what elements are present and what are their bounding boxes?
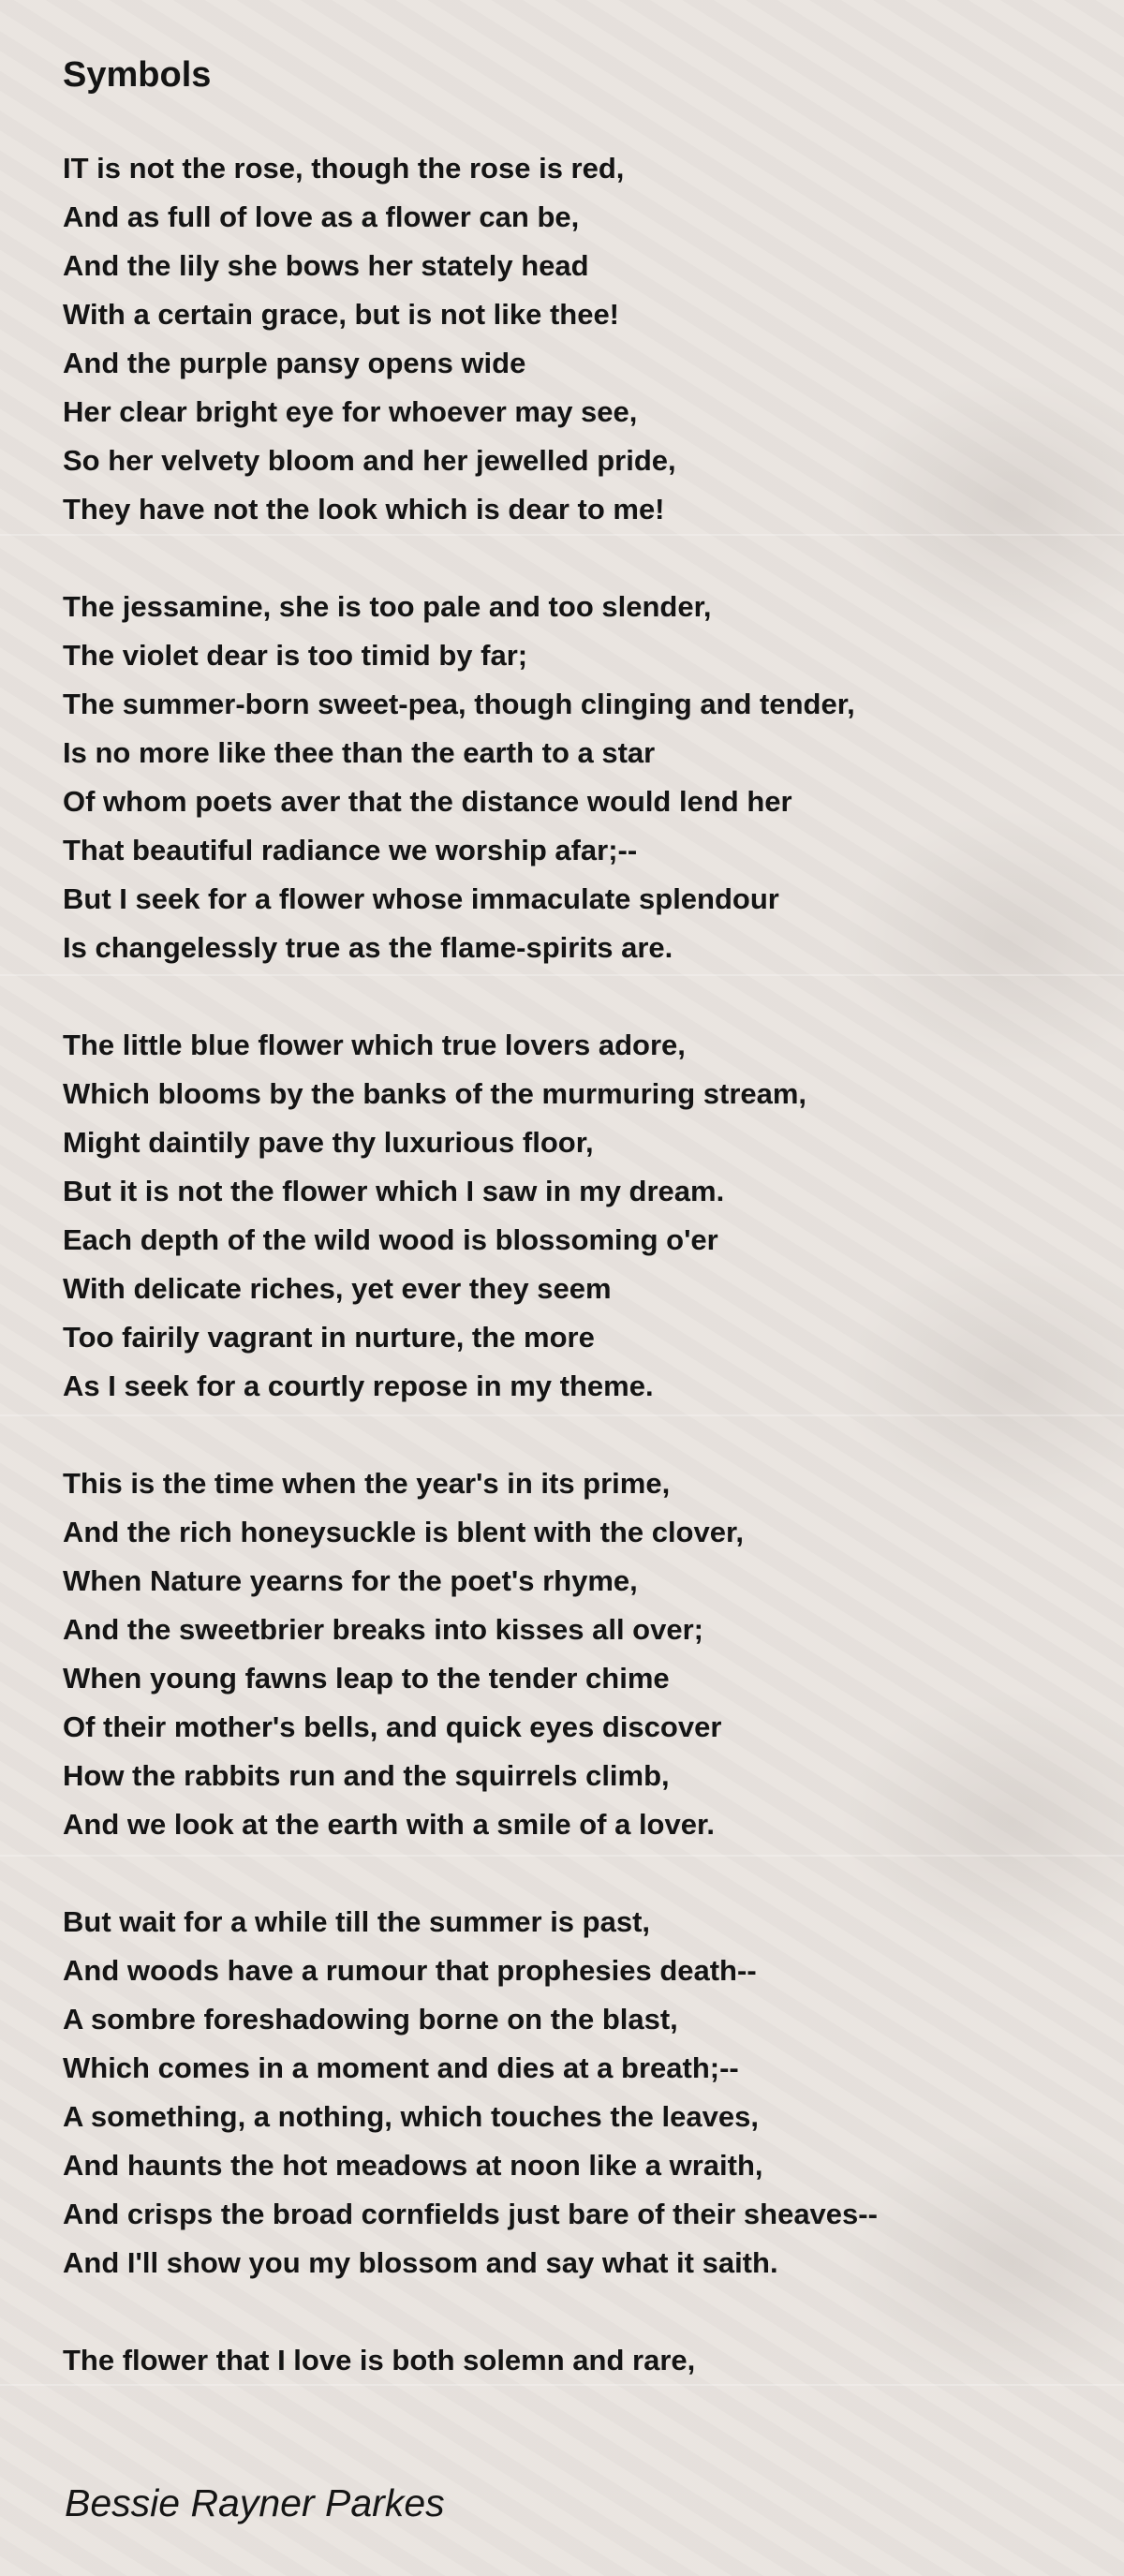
poem-line: And the sweetbrier breaks into kisses all over; (63, 1613, 703, 1646)
poem-line: Might daintily pave thy luxurious floor, (63, 1126, 594, 1159)
poem-line: The summer-born sweet-pea, though clinging and tender, (63, 688, 855, 720)
poem-line: Each depth of the wild wood is blossoming o'er (63, 1223, 718, 1256)
poem-line: That beautiful radiance we worship afar;-- (63, 834, 638, 866)
poem-line: And woods have a rumour that prophesies death-- (63, 1954, 757, 1987)
poem-line: Which comes in a moment and dies at a breath;-- (63, 2051, 739, 2084)
poem-line: With a certain grace, but is not like thee! (63, 298, 620, 331)
poem-line: But it is not the flower which I saw in my dream. (63, 1175, 725, 1207)
poem-line: They have not the look which is dear to me! (63, 493, 665, 526)
poem-line: And the rich honeysuckle is blent with the clover, (63, 1516, 744, 1548)
poem-line: And the purple pansy opens wide (63, 347, 526, 379)
poem-line: And haunts the hot meadows at noon like a wraith, (63, 2149, 763, 2182)
poem-line: A something, a nothing, which touches the leaves, (63, 2100, 759, 2133)
poem-line: Her clear bright eye for whoever may see, (63, 395, 638, 428)
poem-line: But I seek for a flower whose immaculate splendour (63, 882, 779, 915)
poem-stanza (63, 583, 1074, 972)
poem-title: Symbols (63, 55, 212, 95)
poem-line: So her velvety bloom and her jewelled pride, (63, 444, 676, 477)
poem-line: IT is not the rose, though the rose is red, (63, 152, 625, 185)
poem-stanza (63, 1021, 1074, 1411)
poem-line: As I seek for a courtly repose in my theme. (63, 1369, 654, 1402)
poem-stanza (63, 2336, 1074, 2385)
poem-line: The flower that I love is both solemn and rare, (63, 2344, 696, 2376)
poem-line: Is no more like thee than the earth to a star (63, 736, 656, 769)
poem-line: When young fawns leap to the tender chime (63, 1662, 670, 1695)
poem-line: How the rabbits run and the squirrels climb, (63, 1759, 670, 1792)
poem-line: And I'll show you my blossom and say what it saith. (63, 2246, 778, 2279)
poem-stanza (63, 144, 1074, 534)
poem-author: Bessie Rayner Parkes (65, 2481, 445, 2524)
poem-line: And as full of love as a flower can be, (63, 200, 580, 233)
poem-line: A sombre foreshadowing borne on the blast, (63, 2003, 678, 2036)
poem-line: Is changelessly true as the flame-spirits are. (63, 931, 673, 964)
poem-line: Too fairily vagrant in nurture, the more (63, 1321, 595, 1354)
poem-stanzas (63, 144, 1074, 2385)
poem-line: The jessamine, she is too pale and too slender, (63, 590, 712, 623)
poem-line: With delicate riches, yet ever they seem (63, 1272, 612, 1305)
poem-line: The little blue flower which true lovers adore, (63, 1029, 686, 1061)
poem-stanza (63, 1459, 1074, 1849)
poem-line: And crisps the broad cornfields just bare of their sheaves-- (63, 2198, 878, 2230)
poem-stanza (63, 1898, 1074, 2287)
poem-line: And the lily she bows her stately head (63, 249, 589, 282)
poem-line: When Nature yearns for the poet's rhyme, (63, 1564, 638, 1597)
poem-line: Which blooms by the banks of the murmuring stream, (63, 1077, 807, 1110)
poem-line: The violet dear is too timid by far; (63, 639, 528, 672)
poem-line: Of their mother's bells, and quick eyes discover (63, 1710, 722, 1743)
poem-line: Of whom poets aver that the distance would lend her (63, 785, 792, 818)
poem-line: But wait for a while till the summer is past, (63, 1905, 651, 1938)
poem-line: And we look at the earth with a smile of a lover. (63, 1808, 715, 1841)
poem-line: This is the time when the year's in its prime, (63, 1467, 671, 1500)
poem-content (63, 45, 1074, 2385)
